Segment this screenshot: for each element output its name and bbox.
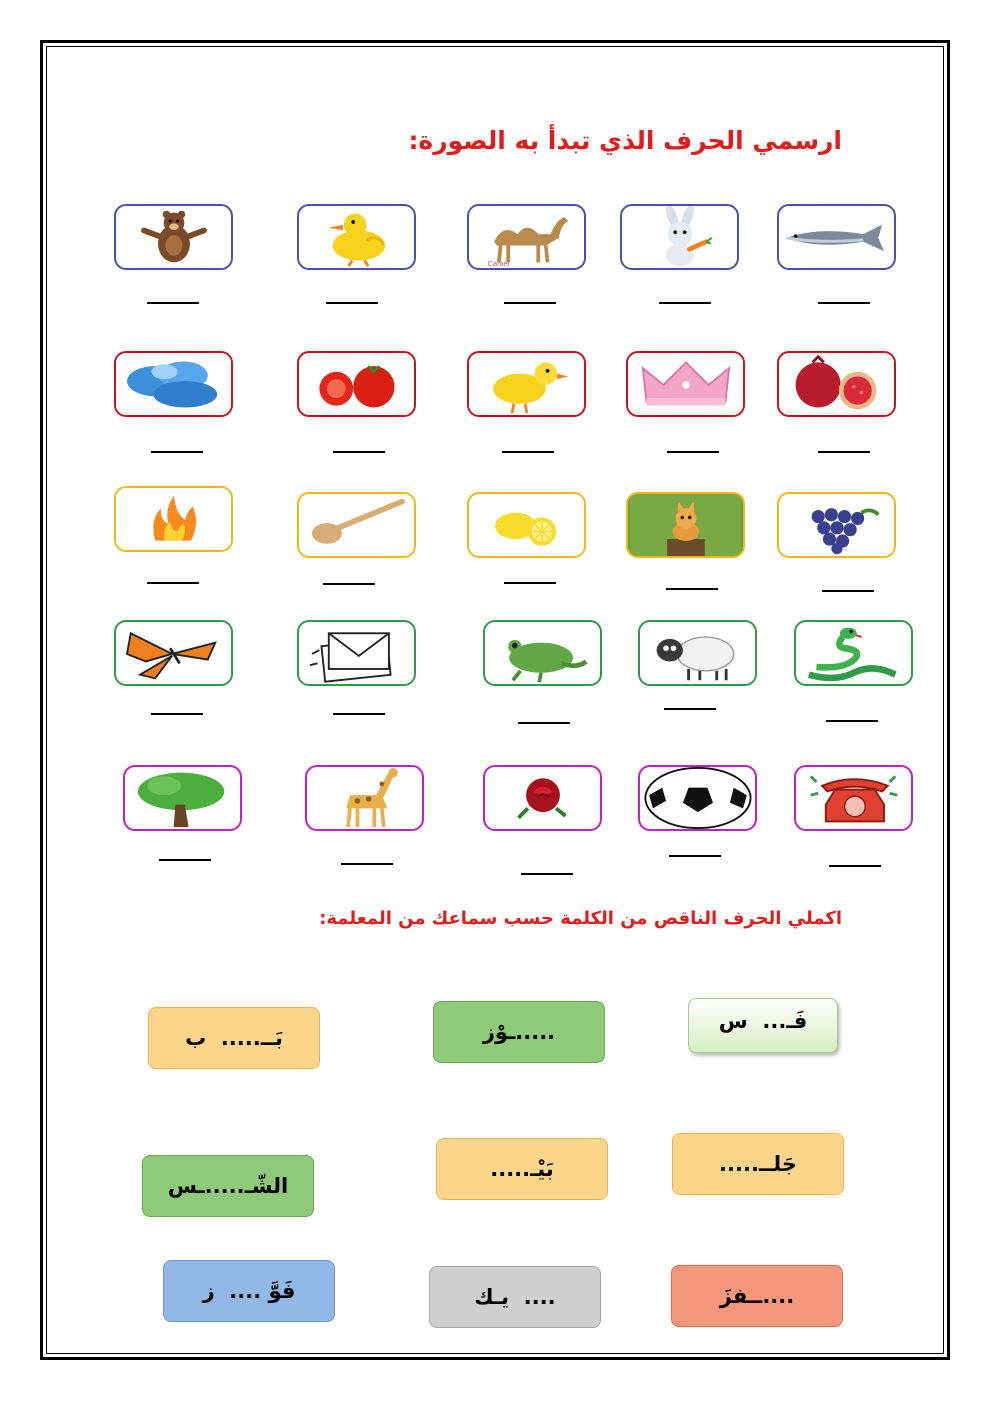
answer-line[interactable] [818,302,870,304]
grapes-icon [779,494,894,556]
picture-card-grapes [777,492,896,558]
section-1-heading: ارسمي الحرف الذي تبدأ به الصورة: [408,126,842,155]
answer-line[interactable] [829,865,881,867]
pomegranate-icon [779,353,894,415]
cat-icon [628,494,743,556]
answer-line[interactable] [333,713,385,715]
answer-line[interactable] [518,722,570,724]
answer-line[interactable] [151,451,203,453]
answer-line[interactable] [159,859,211,861]
rose-icon [485,767,600,829]
answer-line[interactable] [826,720,878,722]
picture-card-chick [467,351,586,417]
picture-card-tomato [297,351,416,417]
word-box[interactable]: فَوَّ .... ز [163,1260,335,1322]
answer-line[interactable] [822,590,874,592]
telephone-icon [796,767,911,829]
rabbit-icon [622,206,737,268]
picture-card-camel [467,204,586,270]
picture-card-butterfly [114,620,233,686]
answer-line[interactable] [664,708,716,710]
answer-line[interactable] [659,302,711,304]
answer-line[interactable] [667,451,719,453]
bear-icon [116,206,231,268]
picture-card-duck [297,204,416,270]
lemon-icon [469,494,584,556]
answer-line[interactable] [326,302,378,304]
answer-line[interactable] [521,873,573,875]
word-box[interactable]: بَيْـ..... [436,1138,608,1200]
snake-icon [796,622,911,684]
word-box[interactable]: الشّـ.....ـس [142,1155,314,1217]
picture-card-lemon [467,492,586,558]
picture-card-rose [483,765,602,831]
butterfly-icon [116,622,231,684]
word-box[interactable]: .... يـك [429,1266,601,1328]
picture-card-ball [638,765,757,831]
answer-line[interactable] [333,451,385,453]
picture-card-crown [626,351,745,417]
answer-line[interactable] [341,863,393,865]
picture-card-envelope [297,620,416,686]
word-box[interactable]: فَـ... س [688,998,838,1053]
frog-icon [485,622,600,684]
picture-card-giraffe [305,765,424,831]
ball-icon [640,767,755,829]
crown-icon [628,353,743,415]
picture-card-tree [123,765,242,831]
picture-card-pomegranate [777,351,896,417]
answer-line[interactable] [147,582,199,584]
picture-card-spoon [297,492,416,558]
answer-line[interactable] [151,713,203,715]
answer-line[interactable] [504,582,556,584]
envelope-icon [299,622,414,684]
picture-card-telephone [794,765,913,831]
duck-icon [299,206,414,268]
word-box[interactable]: جَلــ..... [672,1133,844,1195]
answer-line[interactable] [323,583,375,585]
camel-caption: Camel [487,259,510,268]
tomato-icon [299,353,414,415]
picture-card-fish [777,204,896,270]
picture-card-rabbit [620,204,739,270]
answer-line[interactable] [147,302,199,304]
picture-card-cloud [114,351,233,417]
cloud-icon [116,353,231,415]
word-box[interactable]: بَــ..... ب [148,1007,320,1069]
sheep-icon [640,622,755,684]
answer-line[interactable] [502,451,554,453]
picture-card-fire [114,486,233,552]
giraffe-icon [307,767,422,829]
spoon-icon [299,494,414,556]
word-box[interactable]: ....ــفزَ [671,1265,843,1327]
camel-icon [469,206,584,268]
answer-line[interactable] [666,588,718,590]
tree-icon [125,767,240,829]
answer-line[interactable] [669,855,721,857]
picture-card-bear [114,204,233,270]
picture-card-frog [483,620,602,686]
section-2-heading: اكملي الحرف الناقص من الكلمة حسب سماعك من المعلمة: [319,908,842,929]
picture-card-snake [794,620,913,686]
answer-line[interactable] [818,451,870,453]
fish-icon [779,206,894,268]
fire-icon [116,488,231,550]
chick-icon [469,353,584,415]
picture-card-cat [626,492,745,558]
picture-card-sheep [638,620,757,686]
word-box[interactable]: .....ـوْز [433,1001,605,1063]
answer-line[interactable] [504,302,556,304]
